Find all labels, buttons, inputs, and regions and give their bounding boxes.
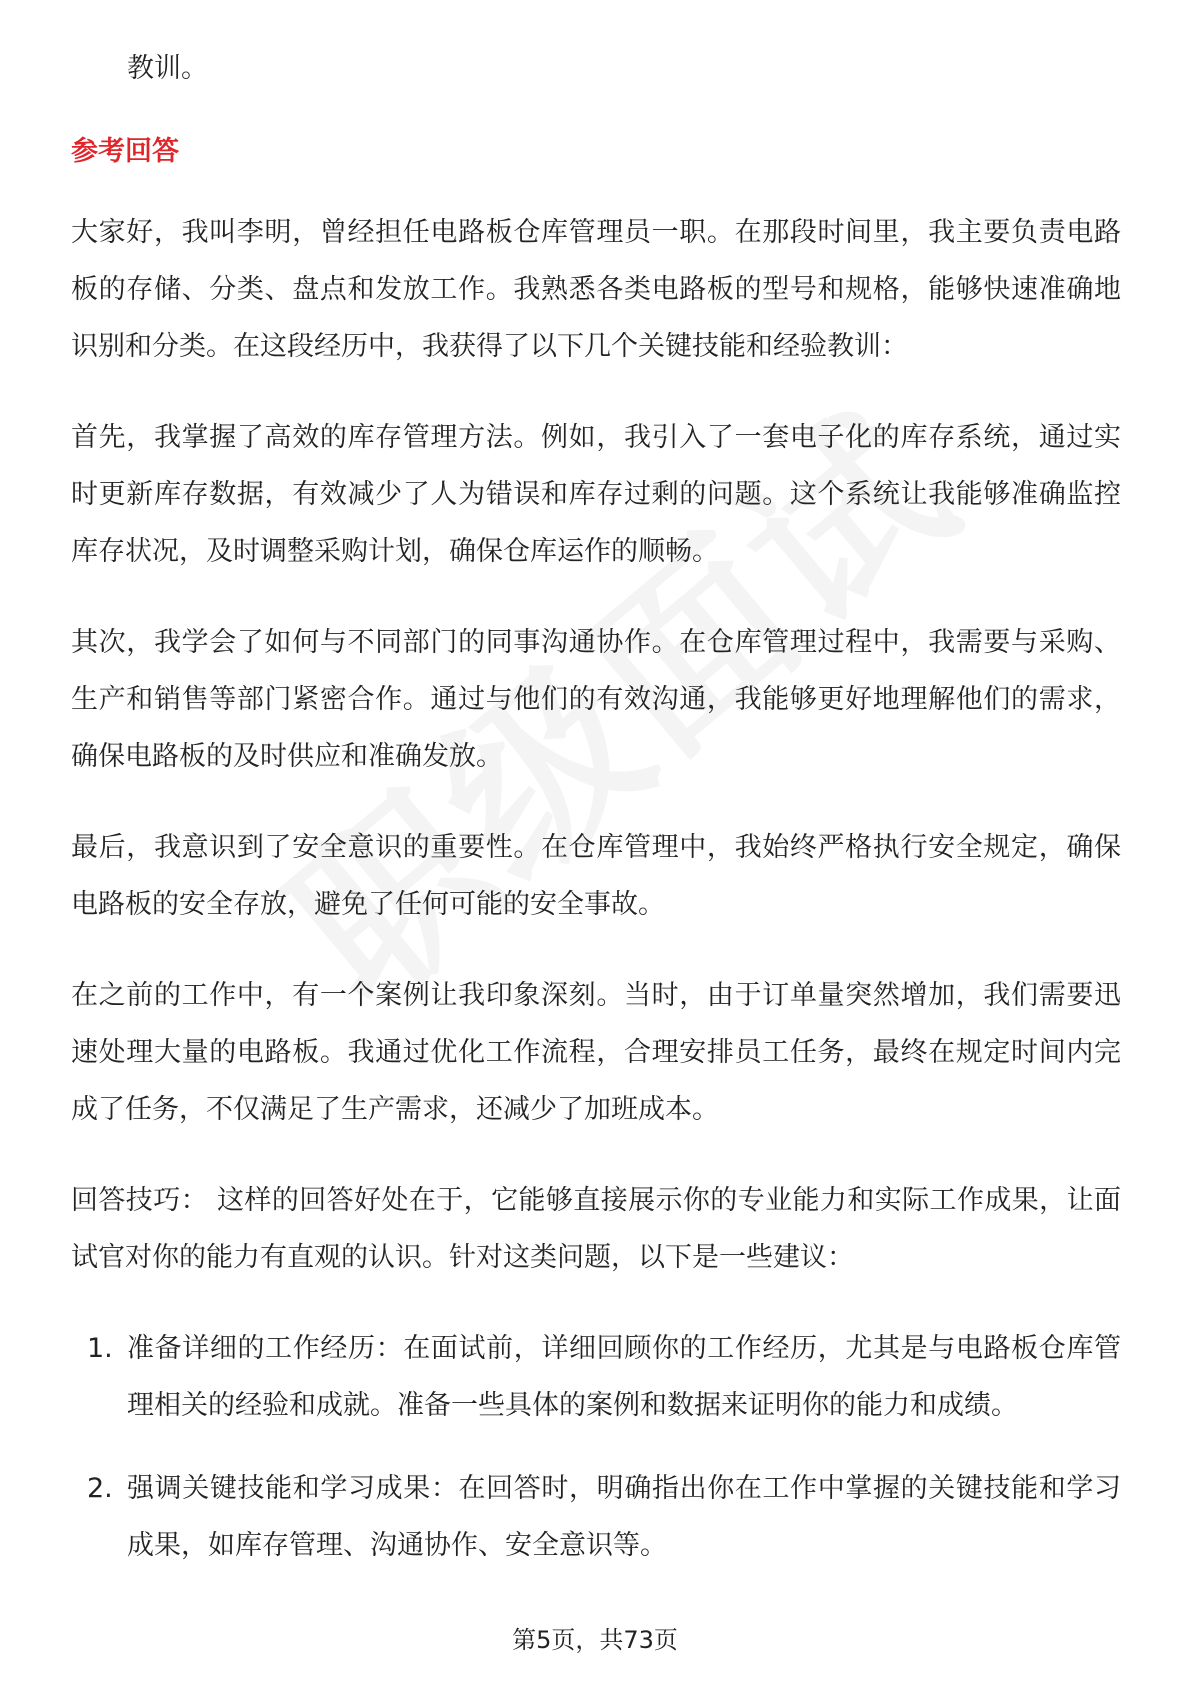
list-item xyxy=(71,1460,1121,1574)
paragraph-last: 最后，我意识到了安全意识的重要性。在仓库管理中，我始终严格执行安全规定，确保电路板的安全存放，避免了任何可能的安全事故。 xyxy=(71,832,1121,920)
list-item xyxy=(71,1320,1121,1434)
list-number: 1. xyxy=(87,1333,113,1364)
paragraph-intro: 大家好，我叫李明，曾经担任电路板仓库管理员一职。在那段时间里，我主要负责电路板的存储、分类、盘点和发放工作。我熟悉各类电路板的型号和规格，能够快速准确地识别和分类。在这段经历中，我获得了以下几个关键技能和经验教训： xyxy=(71,217,1121,362)
continuation-text: 教训。 xyxy=(127,53,208,84)
paragraph-tips-intro: 回答技巧： 这样的回答好处在于，它能够直接展示你的专业能力和实际工作成果，让面试官对你的能力有直观的认识。针对这类问题，以下是一些建议： xyxy=(71,1185,1121,1273)
tips-list xyxy=(71,1320,1121,1574)
paragraph-case: 在之前的工作中，有一个案例让我印象深刻。当时，由于订单量突然增加，我们需要迅速处理大量的电路板。我通过优化工作流程，合理安排员工任务，最终在规定时间内完成了任务，不仅满足了生产需求，还减少了加班成本。 xyxy=(71,980,1121,1125)
page-footer: 第5页，共73页 xyxy=(512,1626,678,1654)
list-text: 强调关键技能和学习成果：在回答时，明确指出你在工作中掌握的关键技能和学习成果，如库存管理、沟通协作、安全意识等。 xyxy=(127,1473,1121,1561)
paragraph-first: 首先，我掌握了高效的库存管理方法。例如，我引入了一套电子化的库存系统，通过实时更新库存数据，有效减少了人为错误和库存过剩的问题。这个系统让我能够准确监控库存状况，及时调整采购计划，确保仓库运作的顺畅。 xyxy=(71,422,1121,567)
section-heading: 参考回答 xyxy=(71,136,179,167)
paragraph-second: 其次，我学会了如何与不同部门的同事沟通协作。在仓库管理过程中，我需要与采购、生产和销售等部门紧密合作。通过与他们的有效沟通，我能够更好地理解他们的需求，确保电路板的及时供应和准确发放。 xyxy=(71,627,1121,772)
list-number: 2. xyxy=(87,1473,113,1504)
page-content xyxy=(71,40,1121,1600)
list-text: 准备详细的工作经历：在面试前，详细回顾你的工作经历，尤其是与电路板仓库管理相关的经验和成就。准备一些具体的案例和数据来证明你的能力和成绩。 xyxy=(127,1333,1121,1421)
